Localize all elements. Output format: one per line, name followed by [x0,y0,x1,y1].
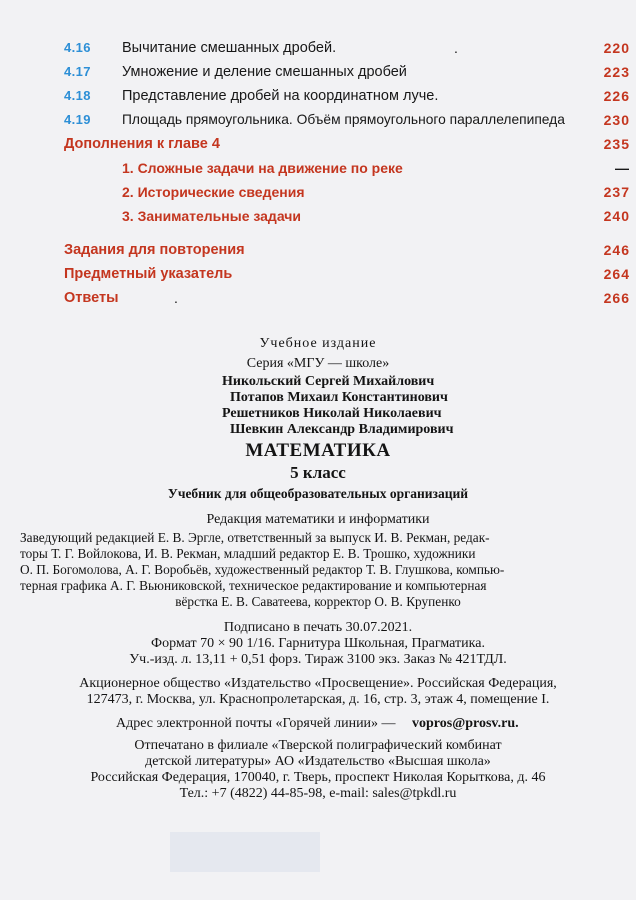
toc-supplements-heading [64,132,636,156]
author: Никольский Сергей Михайлович [222,374,435,389]
table-of-contents [64,36,636,310]
print-run: Уч.-изд. л. 13,11 + 0,51 форз. Тираж 3100 экз. Заказ № 421ТДЛ. [129,652,507,667]
toc-item-title: Представление дробей на координатном луче. [122,88,439,104]
toc-item-number: 4.16 [64,40,91,55]
toc-item-title: Вычитание смешанных дробей. [122,40,337,56]
show-through-block [170,832,320,872]
hotline-email: vopros@prosv.ru. [412,716,519,731]
toc-item-title: Умножение и деление смешанных дробей [122,64,407,80]
toc-end-item-title: Задания для повторения [64,242,245,258]
book-subtitle: Учебник для общеобразовательных организаций [167,486,469,501]
toc-item-page: 223 [603,64,630,80]
toc-sub-item-page: — [615,160,630,176]
toc-end-item [64,262,636,286]
toc-sub-item-page: 240 [603,208,630,224]
toc-sub-item-page: 237 [603,184,630,200]
grade: 5 класс [290,463,346,482]
toc-end-item-page: 246 [603,242,630,258]
printer-contacts: Тел.: +7 (4822) 44-85-98, e-mail: sales@tpkdl.ru [179,786,457,801]
publisher-line: 127473, г. Москва, ул. Краснопролетарская, д. 16, стр. 3, этаж 4, помещение I. [86,692,550,707]
toc-item [64,60,636,84]
author: Шевкин Александр Владимирович [230,422,454,437]
printer-line: Отпечатано в филиале «Тверской полиграфический комбинат [134,738,502,753]
editorial-office: Редакция математики и информатики [206,512,430,527]
toc-end-item-page: 266 [603,290,630,306]
credits-line: Заведующий редакцией Е. В. Эргле, ответственный за выпуск И. В. Рекман, редак- [20,530,490,545]
toc-end-item [64,238,636,262]
toc-item [64,36,636,60]
toc-item-page: 226 [603,88,630,104]
toc-item [64,108,636,132]
credits-line: терная графика А. Г. Вьюниковской, техническое редактирование и компьютерная [20,578,487,593]
toc-sub-item [64,156,636,180]
credits-line: О. П. Богомолова, А. Г. Воробьёв, художественный редактор Т. В. Глушкова, компью- [20,562,505,577]
toc-end-item-title: Ответы [64,290,119,306]
toc-leader-dot: . [454,40,458,56]
book-title: МАТЕМАТИКА [245,440,391,461]
toc-sub-item [64,204,636,228]
credits-line: торы Т. Г. Войлокова, И. В. Рекман, младший редактор Е. В. Трошко, художники [20,546,476,561]
toc-item [64,84,636,108]
publisher-line: Акционерное общество «Издательство «Просвещение». Российская Федерация, [79,676,557,691]
edition-type: Учебное издание [259,336,377,351]
toc-sub-item-title: 2. Исторические сведения [122,184,305,200]
toc-item-page: 220 [603,40,630,56]
printer-line: детской литературы» АО «Издательство «Высшая школа» [145,754,491,769]
credits-line: вёрстка Е. В. Саватеева, корректор О. В. Крупенко [175,594,461,609]
toc-item-number: 4.17 [64,64,91,79]
toc-supplements-page: 235 [603,136,630,152]
toc-sub-item-title: 3. Занимательные задачи [122,208,301,224]
hotline-label: Адрес электронной почты «Горячей линии» — [116,716,396,731]
author: Решетников Николай Николаевич [222,406,442,421]
toc-leader-dot: . [174,290,178,306]
toc-end-item-title: Предметный указатель [64,266,233,282]
toc-supplements-title: Дополнения к главе 4 [64,136,220,152]
toc-end-item-page: 264 [603,266,630,282]
printer-line: Российская Федерация, 170040, г. Тверь, проспект Николая Корыткова, д. 46 [90,770,546,785]
toc-sub-item-title: 1. Сложные задачи на движение по реке [122,160,403,176]
print-date: Подписано в печать 30.07.2021. [223,620,413,635]
toc-item-number: 4.19 [64,112,91,127]
author: Потапов Михаил Константинович [230,390,448,405]
series: Серия «МГУ — школе» [246,356,390,371]
toc-item-page: 230 [603,112,630,128]
toc-sub-item [64,180,636,204]
toc-item-title: Площадь прямоугольника. Объём прямоугольного параллелепипеда [122,112,565,127]
toc-item-number: 4.18 [64,88,91,103]
print-format: Формат 70 × 90 1/16. Гарнитура Школьная, Прагматика. [151,636,485,651]
toc-end-item [64,286,636,310]
